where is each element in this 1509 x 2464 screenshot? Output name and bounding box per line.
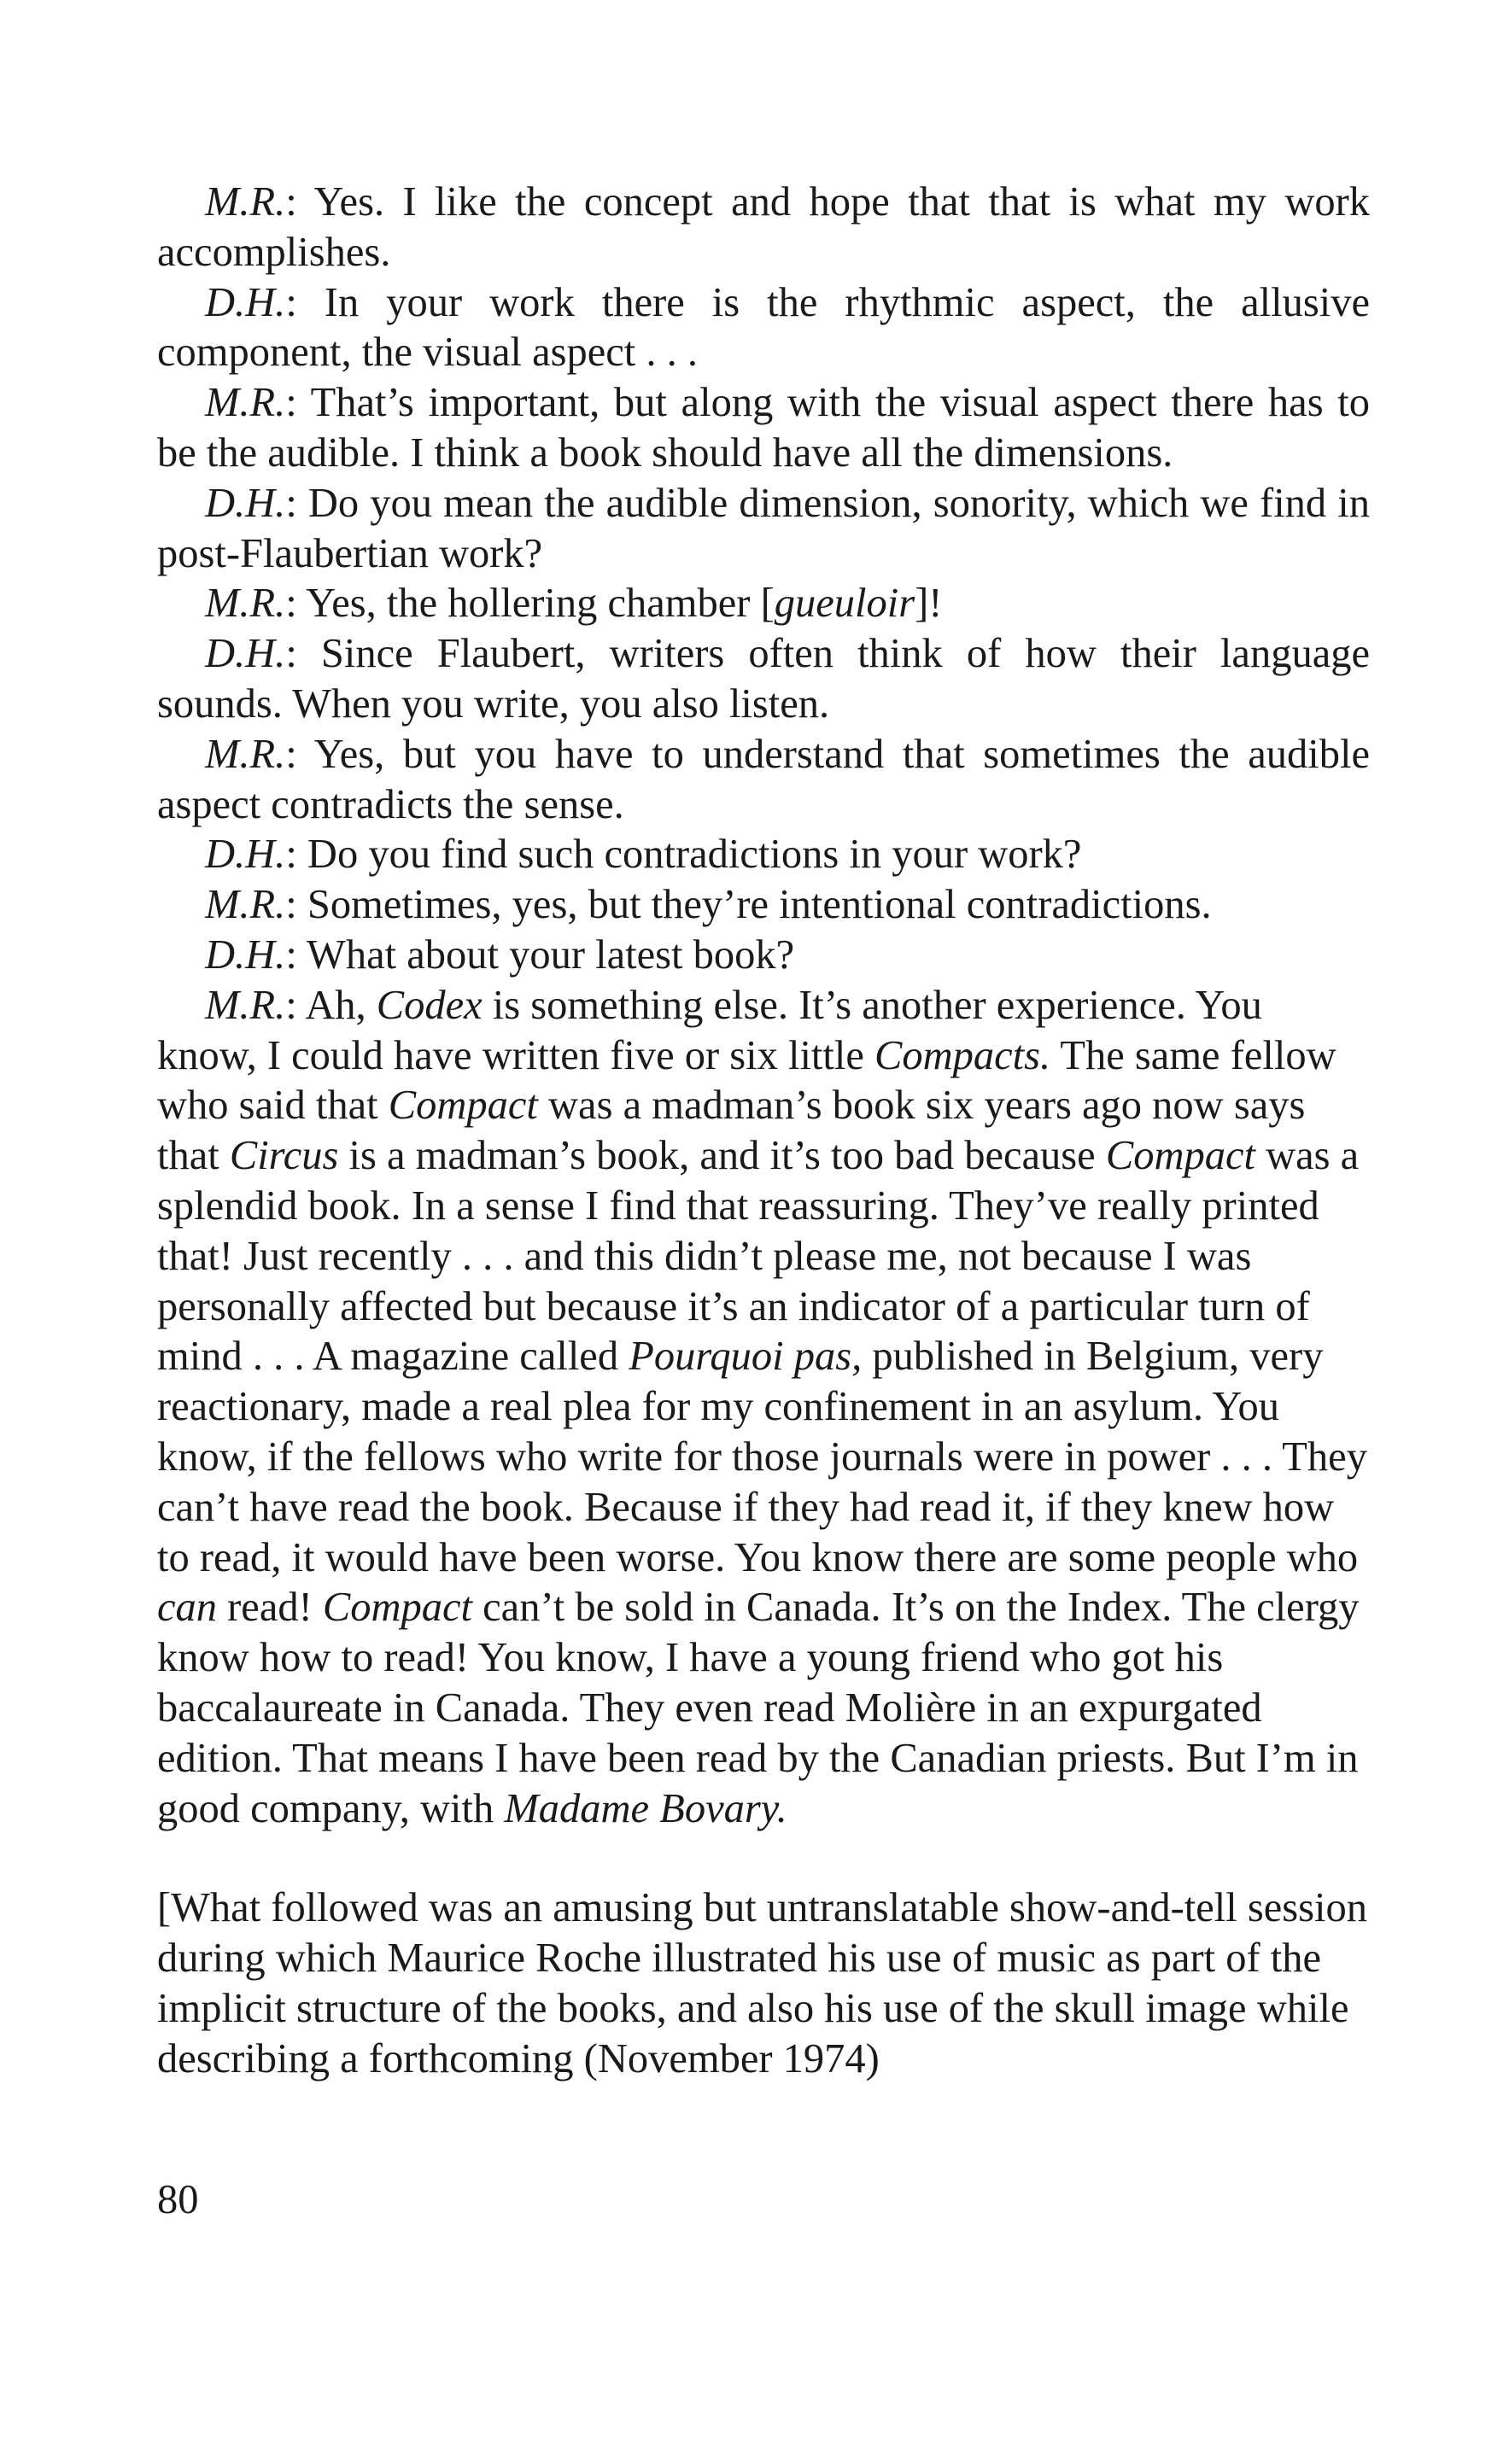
dialogue-text: : Yes, but you have to understand that sometimes the audible aspect contradicts the sense. bbox=[157, 731, 1370, 827]
speaker-label: D.H. bbox=[205, 832, 286, 878]
reply-text: read! bbox=[217, 1585, 323, 1631]
speaker-label: M.R. bbox=[205, 731, 286, 777]
book-title: Compact bbox=[322, 1585, 473, 1631]
book-title: Madame Bovary. bbox=[504, 1785, 787, 1831]
reply-text: The same fellow who said that bbox=[157, 1032, 1336, 1129]
dialogue-text: : In your work there is the rhythmic aspect, the allusive component, the visual aspect . . . bbox=[157, 279, 1370, 376]
book-title: Circus bbox=[229, 1133, 339, 1179]
speaker-label: D.H. bbox=[205, 279, 286, 325]
dialogue-line bbox=[157, 880, 1370, 931]
paragraph-gap bbox=[157, 1834, 1370, 1883]
book-title: Compact bbox=[1105, 1133, 1255, 1179]
dialogue-text: : That’s important, but along with the visual aspect there has to be the audible. I think a book should have all the dimensions. bbox=[157, 380, 1370, 476]
speaker-label: M.R. bbox=[205, 882, 286, 928]
reply-text: : Ah, bbox=[285, 982, 377, 1028]
dialogue-line bbox=[157, 579, 1370, 629]
speaker-label: M.R. bbox=[205, 982, 286, 1028]
dialogue-text: : Sometimes, yes, but they’re intentional contradictions. bbox=[285, 882, 1212, 928]
speaker-label: M.R. bbox=[205, 179, 286, 225]
dialogue-line-long bbox=[157, 981, 1370, 1835]
speaker-label: D.H. bbox=[205, 480, 286, 526]
dialogue-line bbox=[157, 479, 1370, 580]
dialogue-text: : Since Flaubert, writers often think of how their language sounds. When you write, you also listen. bbox=[157, 631, 1370, 727]
page-number: 80 bbox=[157, 2177, 199, 2222]
closing-note: [What followed was an amusing but untranslatable show-and-tell session during which Maurice Roche illustrated his use of music as part of the implicit structure of the books, and also his use of the skull image while describing a forthcoming (November 1974) bbox=[157, 1885, 1367, 2082]
reply-text: was a splendid book. In a sense I find that reassuring. They’ve really printed that! Just recently . . . and this didn’t please me, not because I was personally affected but because it’s an indicator of a particular turn of mind . . . A magazine called bbox=[157, 1133, 1360, 1380]
dialogue-line bbox=[157, 278, 1370, 379]
dialogue-line bbox=[157, 830, 1370, 880]
book-title: Codex bbox=[376, 982, 483, 1028]
dialogue-line bbox=[157, 178, 1370, 278]
page-body bbox=[157, 178, 1370, 2084]
dialogue-text: : Yes. I like the concept and hope that that is what my work accomplishes. bbox=[157, 179, 1370, 275]
dialogue-text: : Yes, the hollering chamber [ bbox=[285, 581, 775, 627]
dialogue-line bbox=[157, 378, 1370, 479]
reply-text: is a madman’s book, and it’s too bad because bbox=[338, 1133, 1106, 1179]
dialogue-text: : Do you find such contradictions in your work? bbox=[285, 832, 1082, 878]
dialogue-line bbox=[157, 730, 1370, 831]
dialogue-text: : Do you mean the audible dimension, sonority, which we find in post-Flaubertian work? bbox=[157, 480, 1370, 576]
french-term: gueuloir bbox=[774, 581, 915, 627]
speaker-label: D.H. bbox=[205, 631, 286, 677]
dialogue-text: : What about your latest book? bbox=[285, 931, 795, 978]
dialogue-line bbox=[157, 629, 1370, 730]
reply-text: published in Belgium, very reactionary, made a real plea for my confinement in an asylum. You know, if the fellows who write for those journals were in power . . . They can’t have read the book. Because if they had read it, if they knew how to read, it would have been worse. You know there are some people who bbox=[157, 1334, 1367, 1580]
dialogue-line bbox=[157, 931, 1370, 981]
magazine-title: Pourquoi pas, bbox=[629, 1334, 863, 1380]
dialogue-text: ]! bbox=[915, 581, 943, 627]
speaker-label: D.H. bbox=[205, 931, 286, 978]
speaker-label: M.R. bbox=[205, 380, 286, 426]
reply-text: is something else. It’s another experience. You know, I could have written five or six little bbox=[157, 982, 1262, 1078]
reply-text: can’t be sold in Canada. It’s on the Index. The clergy know how to read! You know, I have a young friend who got his baccalaureate in Canada. They even read Molière in an expurgated edition. That means I have been read by the Canadian priests. But I’m in good company, with bbox=[157, 1585, 1360, 1831]
speaker-label: M.R. bbox=[205, 581, 286, 627]
reply-text: was a madman’s book six years ago now says that bbox=[157, 1083, 1306, 1179]
book-title: Compacts. bbox=[874, 1032, 1051, 1078]
book-title: Compact bbox=[388, 1083, 538, 1129]
emphasis: can bbox=[157, 1585, 218, 1631]
